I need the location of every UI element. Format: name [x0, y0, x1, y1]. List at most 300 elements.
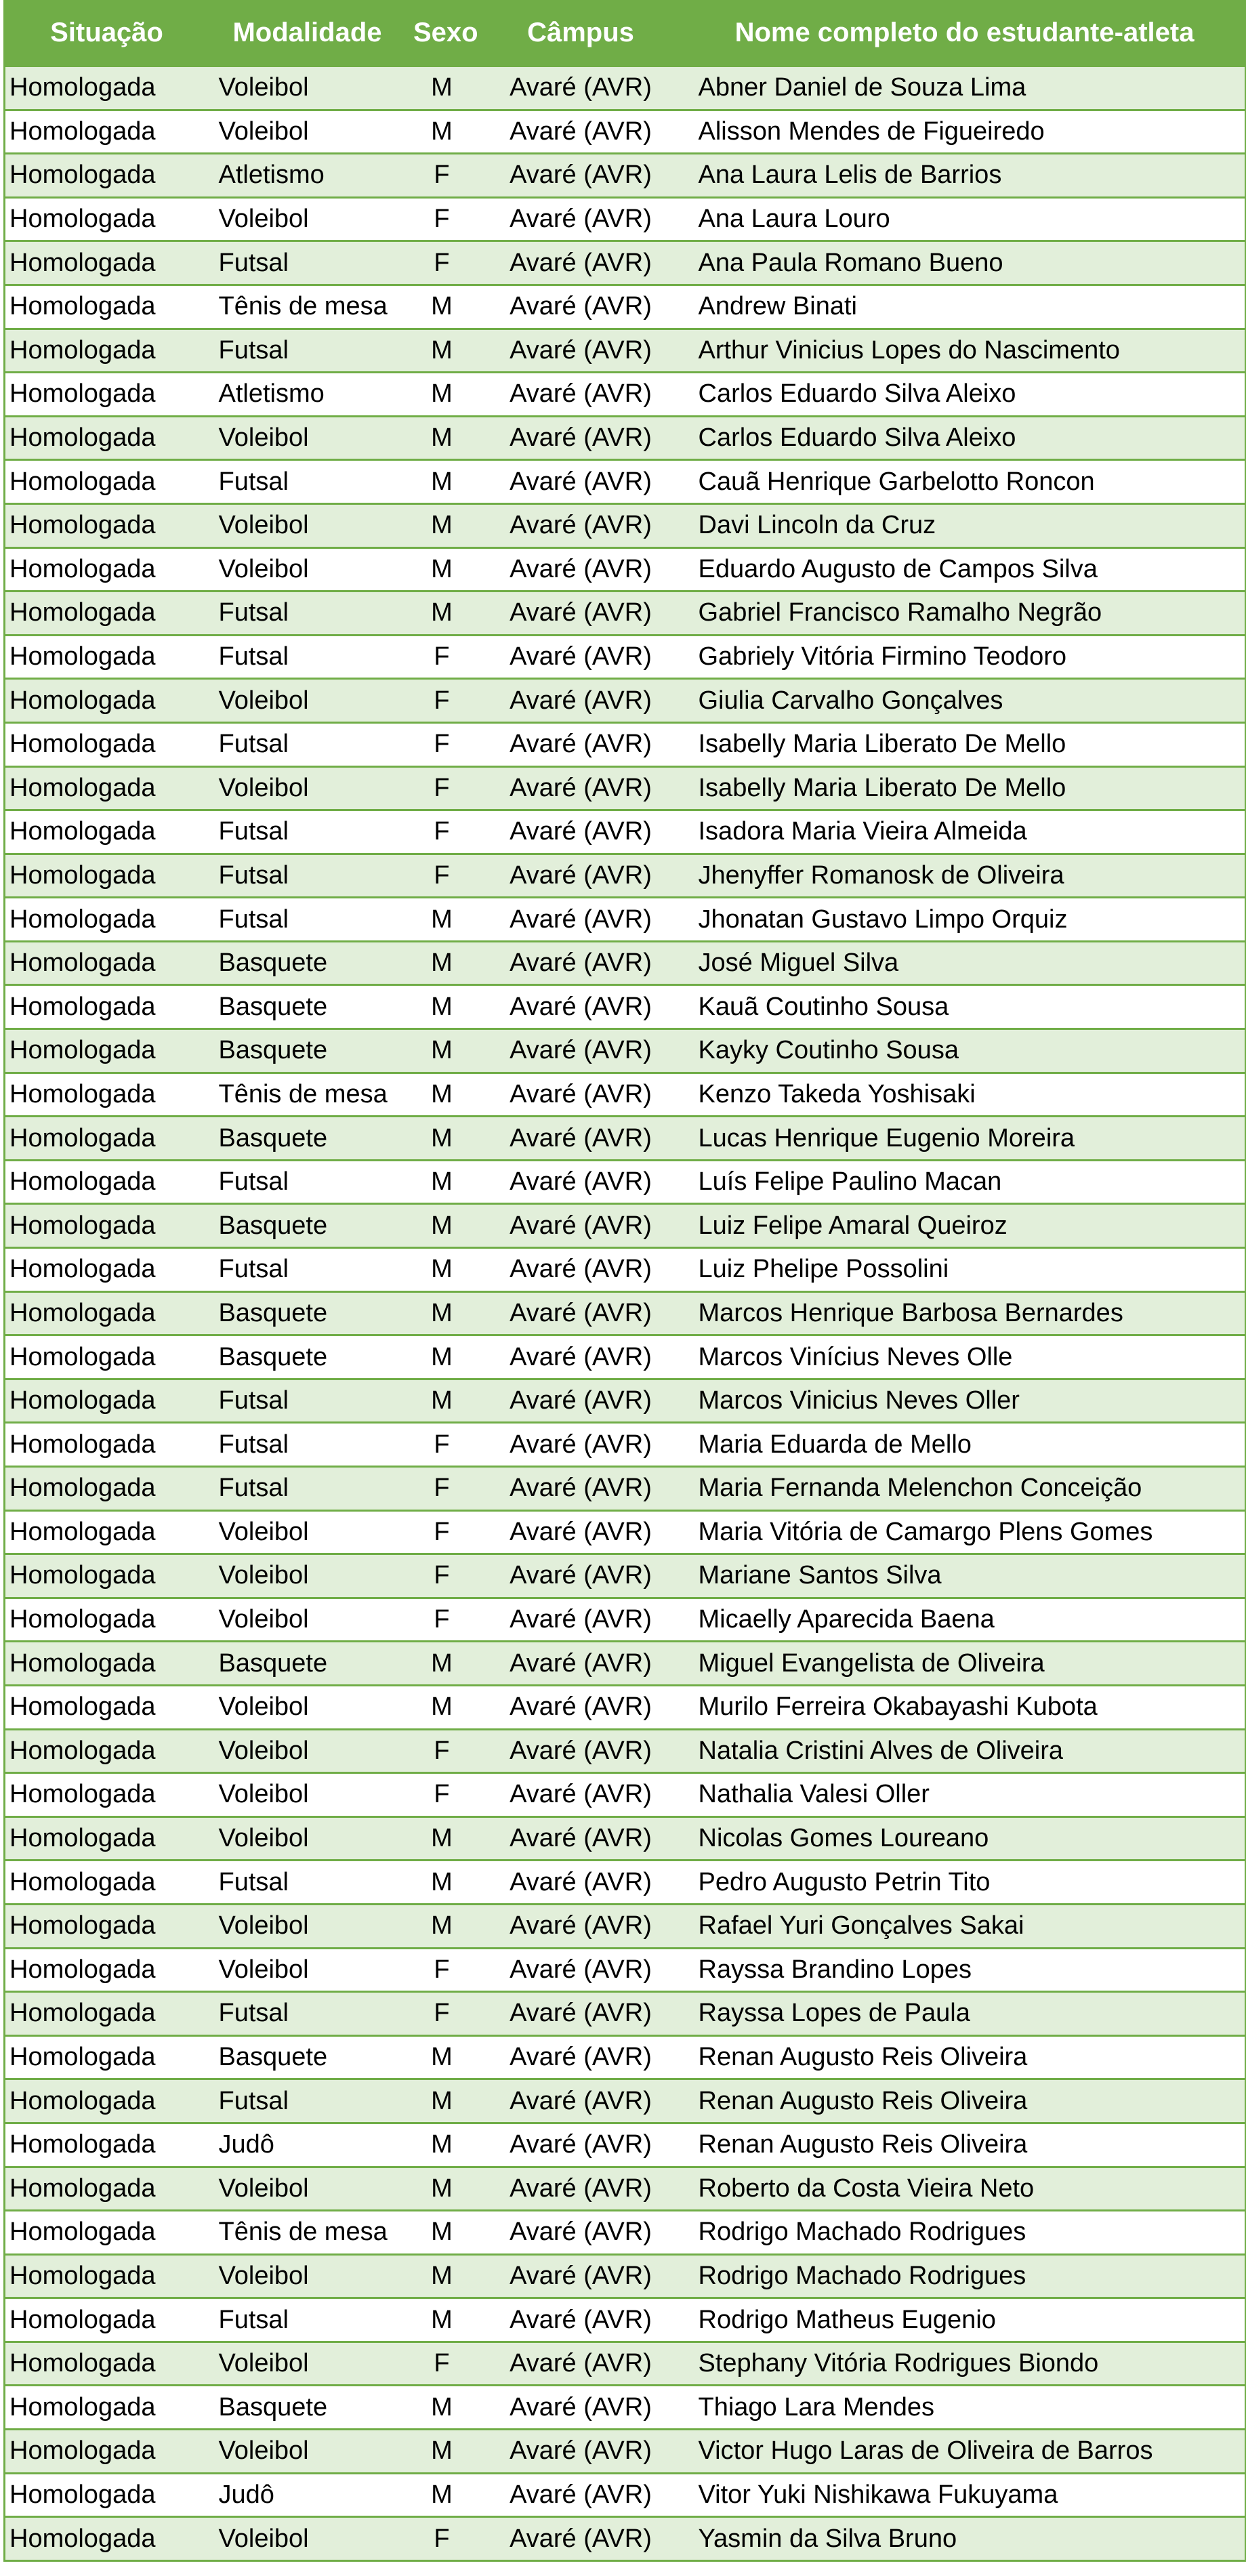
cell-modalidade: Voleibol [209, 2254, 406, 2298]
cell-nome: Luiz Phelipe Possolini [684, 1248, 1246, 1292]
cell-sexo: M [406, 941, 478, 985]
table-row [5, 1816, 1246, 1861]
cell-campus: Avaré (AVR) [478, 766, 684, 810]
table-row [5, 2254, 1246, 2298]
cell-situacao: Homologada [5, 329, 209, 373]
table-row [5, 110, 1246, 154]
cell-campus: Avaré (AVR) [478, 547, 684, 591]
cell-situacao: Homologada [5, 1904, 209, 1948]
cell-nome: Renan Augusto Reis Oliveira [684, 2035, 1246, 2079]
cell-nome: José Miguel Silva [684, 941, 1246, 985]
cell-sexo: M [406, 329, 478, 373]
cell-sexo: M [406, 1642, 478, 1686]
cell-sexo: F [406, 197, 478, 241]
cell-sexo: F [406, 241, 478, 285]
cell-situacao: Homologada [5, 2123, 209, 2167]
cell-situacao: Homologada [5, 241, 209, 285]
cell-modalidade: Voleibol [209, 2167, 406, 2211]
cell-sexo: M [406, 460, 478, 504]
cell-modalidade: Futsal [209, 329, 406, 373]
cell-sexo: M [406, 66, 478, 110]
cell-nome: Kayky Coutinho Sousa [684, 1029, 1246, 1073]
cell-situacao: Homologada [5, 2342, 209, 2386]
cell-situacao: Homologada [5, 1554, 209, 1598]
cell-nome: Marcos Henrique Barbosa Bernardes [684, 1291, 1246, 1335]
cell-nome: Abner Daniel de Souza Lima [684, 66, 1246, 110]
table-row [5, 460, 1246, 504]
cell-situacao: Homologada [5, 810, 209, 854]
cell-situacao: Homologada [5, 679, 209, 723]
cell-modalidade: Voleibol [209, 1948, 406, 1992]
cell-situacao: Homologada [5, 285, 209, 329]
cell-sexo: F [406, 1773, 478, 1817]
cell-nome: Mariane Santos Silva [684, 1554, 1246, 1598]
cell-nome: Thiago Lara Mendes [684, 2386, 1246, 2430]
cell-sexo: M [406, 2035, 478, 2079]
cell-modalidade: Voleibol [209, 547, 406, 591]
cell-nome: Cauã Henrique Garbelotto Roncon [684, 460, 1246, 504]
cell-nome: Maria Fernanda Melenchon Conceição [684, 1467, 1246, 1511]
cell-sexo: M [406, 898, 478, 942]
cell-modalidade: Voleibol [209, 1816, 406, 1861]
cell-campus: Avaré (AVR) [478, 2517, 684, 2561]
cell-nome: Gabriel Francisco Ramalho Negrão [684, 591, 1246, 636]
cell-modalidade: Futsal [209, 460, 406, 504]
cell-nome: Rodrigo Matheus Eugenio [684, 2298, 1246, 2342]
cell-modalidade: Futsal [209, 1467, 406, 1511]
cell-situacao: Homologada [5, 1117, 209, 1161]
table-row [5, 2517, 1246, 2561]
table-row [5, 241, 1246, 285]
cell-campus: Avaré (AVR) [478, 1160, 684, 1204]
table-row [5, 766, 1246, 810]
cell-situacao: Homologada [5, 941, 209, 985]
cell-situacao: Homologada [5, 1861, 209, 1905]
cell-situacao: Homologada [5, 416, 209, 460]
cell-nome: Rayssa Brandino Lopes [684, 1948, 1246, 1992]
table-row [5, 2473, 1246, 2517]
cell-campus: Avaré (AVR) [478, 722, 684, 766]
cell-campus: Avaré (AVR) [478, 985, 684, 1029]
cell-nome: Marcos Vinícius Neves Olle [684, 1335, 1246, 1379]
cell-situacao: Homologada [5, 1467, 209, 1511]
cell-campus: Avaré (AVR) [478, 1335, 684, 1379]
cell-campus: Avaré (AVR) [478, 285, 684, 329]
cell-campus: Avaré (AVR) [478, 898, 684, 942]
cell-modalidade: Voleibol [209, 1773, 406, 1817]
athlete-roster-table [3, 0, 1246, 2562]
cell-campus: Avaré (AVR) [478, 1992, 684, 2036]
cell-nome: Ana Laura Lelis de Barrios [684, 154, 1246, 198]
cell-modalidade: Futsal [209, 898, 406, 942]
cell-sexo: M [406, 1685, 478, 1729]
cell-situacao: Homologada [5, 2254, 209, 2298]
cell-campus: Avaré (AVR) [478, 1948, 684, 1992]
cell-modalidade: Futsal [209, 241, 406, 285]
cell-situacao: Homologada [5, 1073, 209, 1117]
cell-sexo: M [406, 1816, 478, 1861]
table-row [5, 1992, 1246, 2036]
table-row [5, 197, 1246, 241]
table-row [5, 154, 1246, 198]
cell-sexo: M [406, 1117, 478, 1161]
cell-modalidade: Voleibol [209, 679, 406, 723]
cell-situacao: Homologada [5, 1598, 209, 1642]
cell-campus: Avaré (AVR) [478, 416, 684, 460]
cell-nome: Jhonatan Gustavo Limpo Orquiz [684, 898, 1246, 942]
cell-nome: Giulia Carvalho Gonçalves [684, 679, 1246, 723]
cell-sexo: F [406, 1598, 478, 1642]
cell-sexo: M [406, 1335, 478, 1379]
cell-modalidade: Basquete [209, 1117, 406, 1161]
cell-modalidade: Voleibol [209, 1510, 406, 1554]
cell-nome: Nathalia Valesi Oller [684, 1773, 1246, 1817]
cell-modalidade: Futsal [209, 1248, 406, 1292]
table-row [5, 1510, 1246, 1554]
cell-campus: Avaré (AVR) [478, 1073, 684, 1117]
cell-modalidade: Voleibol [209, 416, 406, 460]
cell-campus: Avaré (AVR) [478, 1729, 684, 1773]
table-row [5, 1598, 1246, 1642]
cell-sexo: M [406, 1204, 478, 1248]
table-row [5, 1685, 1246, 1729]
cell-modalidade: Basquete [209, 985, 406, 1029]
cell-campus: Avaré (AVR) [478, 66, 684, 110]
cell-campus: Avaré (AVR) [478, 810, 684, 854]
cell-sexo: F [406, 635, 478, 679]
cell-campus: Avaré (AVR) [478, 2079, 684, 2123]
table-row [5, 1291, 1246, 1335]
cell-sexo: M [406, 2298, 478, 2342]
cell-campus: Avaré (AVR) [478, 1204, 684, 1248]
cell-situacao: Homologada [5, 1204, 209, 1248]
table-row [5, 2430, 1246, 2474]
cell-campus: Avaré (AVR) [478, 1291, 684, 1335]
cell-campus: Avaré (AVR) [478, 329, 684, 373]
table-row [5, 591, 1246, 636]
cell-situacao: Homologada [5, 460, 209, 504]
cell-campus: Avaré (AVR) [478, 1510, 684, 1554]
cell-campus: Avaré (AVR) [478, 2035, 684, 2079]
cell-modalidade: Atletismo [209, 373, 406, 417]
cell-sexo: M [406, 1904, 478, 1948]
cell-situacao: Homologada [5, 1248, 209, 1292]
cell-nome: Yasmin da Silva Bruno [684, 2517, 1246, 2561]
cell-campus: Avaré (AVR) [478, 2211, 684, 2255]
cell-sexo: F [406, 1510, 478, 1554]
cell-modalidade: Voleibol [209, 1729, 406, 1773]
table-row [5, 1729, 1246, 1773]
table-row [5, 503, 1246, 547]
cell-modalidade: Voleibol [209, 503, 406, 547]
cell-campus: Avaré (AVR) [478, 460, 684, 504]
cell-modalidade: Atletismo [209, 154, 406, 198]
cell-modalidade: Judô [209, 2123, 406, 2167]
cell-modalidade: Voleibol [209, 766, 406, 810]
cell-sexo: M [406, 591, 478, 636]
cell-situacao: Homologada [5, 547, 209, 591]
table-row [5, 2386, 1246, 2430]
cell-modalidade: Basquete [209, 2035, 406, 2079]
cell-modalidade: Voleibol [209, 2517, 406, 2561]
cell-modalidade: Voleibol [209, 2342, 406, 2386]
table-row [5, 2035, 1246, 2079]
cell-situacao: Homologada [5, 985, 209, 1029]
cell-situacao: Homologada [5, 1160, 209, 1204]
cell-campus: Avaré (AVR) [478, 241, 684, 285]
cell-nome: Lucas Henrique Eugenio Moreira [684, 1117, 1246, 1161]
cell-sexo: M [406, 416, 478, 460]
cell-modalidade: Voleibol [209, 110, 406, 154]
cell-nome: Murilo Ferreira Okabayashi Kubota [684, 1685, 1246, 1729]
cell-modalidade: Futsal [209, 591, 406, 636]
cell-campus: Avaré (AVR) [478, 2473, 684, 2517]
cell-situacao: Homologada [5, 722, 209, 766]
table-row [5, 2167, 1246, 2211]
cell-modalidade: Basquete [209, 2386, 406, 2430]
cell-modalidade: Voleibol [209, 1554, 406, 1598]
header-situacao: Situação [5, 0, 209, 66]
cell-campus: Avaré (AVR) [478, 854, 684, 898]
cell-modalidade: Futsal [209, 1379, 406, 1423]
header-campus: Câmpus [478, 0, 684, 66]
cell-campus: Avaré (AVR) [478, 110, 684, 154]
cell-nome: Maria Vitória de Camargo Plens Gomes [684, 1510, 1246, 1554]
cell-modalidade: Futsal [209, 1160, 406, 1204]
cell-nome: Luiz Felipe Amaral Queiroz [684, 1204, 1246, 1248]
cell-campus: Avaré (AVR) [478, 1029, 684, 1073]
cell-nome: Luís Felipe Paulino Macan [684, 1160, 1246, 1204]
cell-nome: Natalia Cristini Alves de Oliveira [684, 1729, 1246, 1773]
cell-nome: Rodrigo Machado Rodrigues [684, 2211, 1246, 2255]
table-row [5, 66, 1246, 110]
athlete-roster-sheet [3, 0, 1245, 2562]
cell-nome: Marcos Vinicius Neves Oller [684, 1379, 1246, 1423]
cell-nome: Isadora Maria Vieira Almeida [684, 810, 1246, 854]
cell-modalidade: Tênis de mesa [209, 285, 406, 329]
table-row [5, 722, 1246, 766]
cell-sexo: M [406, 2123, 478, 2167]
cell-situacao: Homologada [5, 2211, 209, 2255]
cell-situacao: Homologada [5, 1510, 209, 1554]
cell-situacao: Homologada [5, 1029, 209, 1073]
cell-sexo: F [406, 722, 478, 766]
cell-sexo: F [406, 766, 478, 810]
cell-sexo: M [406, 1073, 478, 1117]
cell-nome: Roberto da Costa Vieira Neto [684, 2167, 1246, 2211]
cell-modalidade: Futsal [209, 635, 406, 679]
cell-modalidade: Voleibol [209, 1904, 406, 1948]
cell-campus: Avaré (AVR) [478, 1554, 684, 1598]
cell-campus: Avaré (AVR) [478, 1117, 684, 1161]
cell-sexo: M [406, 1861, 478, 1905]
cell-situacao: Homologada [5, 1642, 209, 1686]
header-row [5, 0, 1246, 66]
cell-situacao: Homologada [5, 854, 209, 898]
cell-situacao: Homologada [5, 1685, 209, 1729]
cell-campus: Avaré (AVR) [478, 1423, 684, 1467]
cell-situacao: Homologada [5, 2298, 209, 2342]
cell-modalidade: Voleibol [209, 1685, 406, 1729]
cell-situacao: Homologada [5, 1291, 209, 1335]
table-row [5, 373, 1246, 417]
cell-campus: Avaré (AVR) [478, 1773, 684, 1817]
cell-situacao: Homologada [5, 1379, 209, 1423]
cell-sexo: M [406, 2386, 478, 2430]
table-body [5, 66, 1246, 2561]
table-row [5, 2342, 1246, 2386]
cell-campus: Avaré (AVR) [478, 2342, 684, 2386]
table-row [5, 1423, 1246, 1467]
cell-nome: Arthur Vinicius Lopes do Nascimento [684, 329, 1246, 373]
cell-nome: Miguel Evangelista de Oliveira [684, 1642, 1246, 1686]
cell-sexo: M [406, 985, 478, 1029]
cell-nome: Carlos Eduardo Silva Aleixo [684, 373, 1246, 417]
cell-modalidade: Basquete [209, 1291, 406, 1335]
cell-nome: Micaelly Aparecida Baena [684, 1598, 1246, 1642]
cell-sexo: M [406, 285, 478, 329]
cell-situacao: Homologada [5, 2386, 209, 2430]
cell-sexo: M [406, 2211, 478, 2255]
table-row [5, 416, 1246, 460]
table-row [5, 1948, 1246, 1992]
cell-campus: Avaré (AVR) [478, 1904, 684, 1948]
table-row [5, 898, 1246, 942]
cell-modalidade: Futsal [209, 2298, 406, 2342]
cell-situacao: Homologada [5, 635, 209, 679]
cell-campus: Avaré (AVR) [478, 1685, 684, 1729]
cell-situacao: Homologada [5, 2473, 209, 2517]
cell-modalidade: Tênis de mesa [209, 1073, 406, 1117]
cell-situacao: Homologada [5, 66, 209, 110]
cell-nome: Isabelly Maria Liberato De Mello [684, 722, 1246, 766]
cell-nome: Kenzo Takeda Yoshisaki [684, 1073, 1246, 1117]
cell-nome: Renan Augusto Reis Oliveira [684, 2123, 1246, 2167]
cell-nome: Ana Paula Romano Bueno [684, 241, 1246, 285]
cell-modalidade: Futsal [209, 1423, 406, 1467]
cell-sexo: M [406, 1160, 478, 1204]
cell-modalidade: Voleibol [209, 1598, 406, 1642]
table-row [5, 2079, 1246, 2123]
cell-situacao: Homologada [5, 1992, 209, 2036]
table-row [5, 329, 1246, 373]
cell-situacao: Homologada [5, 1773, 209, 1817]
table-row [5, 1248, 1246, 1292]
cell-situacao: Homologada [5, 2430, 209, 2474]
cell-situacao: Homologada [5, 373, 209, 417]
table-row [5, 1335, 1246, 1379]
cell-nome: Pedro Augusto Petrin Tito [684, 1861, 1246, 1905]
cell-campus: Avaré (AVR) [478, 1379, 684, 1423]
cell-nome: Gabriely Vitória Firmino Teodoro [684, 635, 1246, 679]
cell-nome: Andrew Binati [684, 285, 1246, 329]
cell-sexo: F [406, 1423, 478, 1467]
cell-sexo: M [406, 1379, 478, 1423]
cell-situacao: Homologada [5, 1948, 209, 1992]
cell-situacao: Homologada [5, 1816, 209, 1861]
cell-sexo: M [406, 110, 478, 154]
cell-nome: Victor Hugo Laras de Oliveira de Barros [684, 2430, 1246, 2474]
cell-situacao: Homologada [5, 2079, 209, 2123]
cell-situacao: Homologada [5, 1729, 209, 1773]
cell-nome: Ana Laura Louro [684, 197, 1246, 241]
cell-sexo: F [406, 1554, 478, 1598]
cell-modalidade: Voleibol [209, 2430, 406, 2474]
table-row [5, 810, 1246, 854]
cell-modalidade: Futsal [209, 1992, 406, 2036]
cell-sexo: M [406, 547, 478, 591]
cell-campus: Avaré (AVR) [478, 2386, 684, 2430]
cell-nome: Kauã Coutinho Sousa [684, 985, 1246, 1029]
cell-sexo: F [406, 1729, 478, 1773]
cell-modalidade: Judô [209, 2473, 406, 2517]
cell-sexo: M [406, 1291, 478, 1335]
cell-sexo: F [406, 854, 478, 898]
cell-campus: Avaré (AVR) [478, 197, 684, 241]
cell-sexo: M [406, 373, 478, 417]
cell-modalidade: Futsal [209, 2079, 406, 2123]
cell-sexo: M [406, 2079, 478, 2123]
cell-modalidade: Basquete [209, 1335, 406, 1379]
cell-nome: Isabelly Maria Liberato De Mello [684, 766, 1246, 810]
table-row [5, 1029, 1246, 1073]
cell-sexo: F [406, 2342, 478, 2386]
table-row [5, 1073, 1246, 1117]
cell-modalidade: Basquete [209, 1029, 406, 1073]
table-row [5, 1861, 1246, 1905]
cell-modalidade: Basquete [209, 941, 406, 985]
table-row [5, 635, 1246, 679]
cell-campus: Avaré (AVR) [478, 2167, 684, 2211]
table-row [5, 2211, 1246, 2255]
header-modalidade: Modalidade [209, 0, 406, 66]
cell-nome: Rodrigo Machado Rodrigues [684, 2254, 1246, 2298]
cell-modalidade: Tênis de mesa [209, 2211, 406, 2255]
cell-nome: Rafael Yuri Gonçalves Sakai [684, 1904, 1246, 1948]
table-row [5, 1904, 1246, 1948]
cell-campus: Avaré (AVR) [478, 1642, 684, 1686]
cell-modalidade: Futsal [209, 1861, 406, 1905]
cell-situacao: Homologada [5, 2517, 209, 2561]
cell-nome: Renan Augusto Reis Oliveira [684, 2079, 1246, 2123]
cell-situacao: Homologada [5, 154, 209, 198]
table-row [5, 1117, 1246, 1161]
table-row [5, 1467, 1246, 1511]
cell-nome: Davi Lincoln da Cruz [684, 503, 1246, 547]
cell-campus: Avaré (AVR) [478, 1861, 684, 1905]
cell-modalidade: Basquete [209, 1204, 406, 1248]
cell-sexo: F [406, 1948, 478, 1992]
cell-sexo: F [406, 154, 478, 198]
cell-situacao: Homologada [5, 1423, 209, 1467]
cell-campus: Avaré (AVR) [478, 635, 684, 679]
cell-campus: Avaré (AVR) [478, 1248, 684, 1292]
table-row [5, 1160, 1246, 1204]
cell-nome: Maria Eduarda de Mello [684, 1423, 1246, 1467]
cell-sexo: M [406, 503, 478, 547]
cell-situacao: Homologada [5, 766, 209, 810]
table-header [5, 0, 1246, 66]
cell-campus: Avaré (AVR) [478, 503, 684, 547]
cell-campus: Avaré (AVR) [478, 679, 684, 723]
table-row [5, 1379, 1246, 1423]
cell-campus: Avaré (AVR) [478, 373, 684, 417]
table-row [5, 2298, 1246, 2342]
table-row [5, 985, 1246, 1029]
cell-campus: Avaré (AVR) [478, 2254, 684, 2298]
cell-modalidade: Voleibol [209, 66, 406, 110]
cell-campus: Avaré (AVR) [478, 154, 684, 198]
